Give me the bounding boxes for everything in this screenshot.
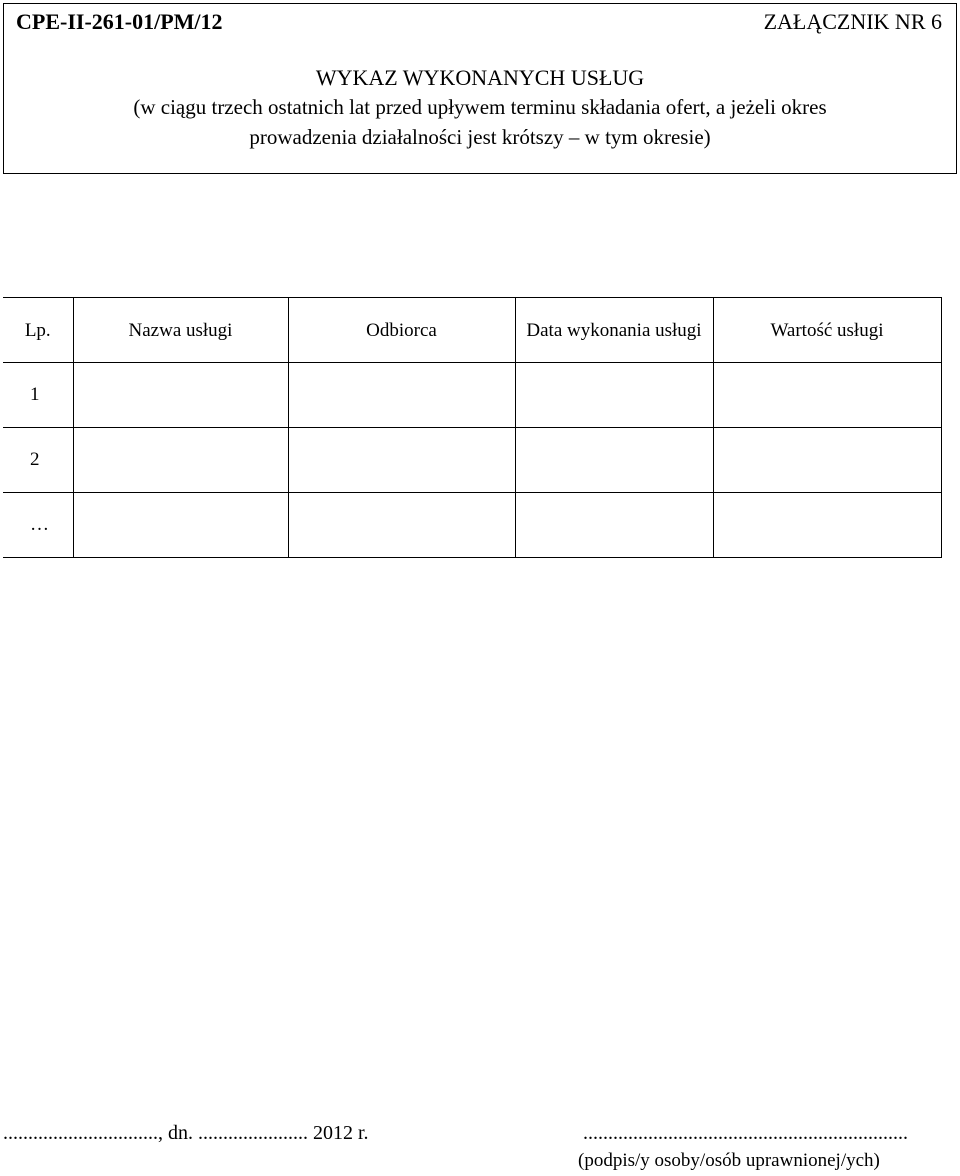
recipient-cell [288, 363, 515, 428]
place-date-line: ..............................., dn. ...................... 2012 r. [3, 1122, 369, 1144]
table-row [3, 363, 941, 428]
row-number: 2 [3, 428, 73, 493]
annex-label: ZAŁĄCZNIK NR 6 [763, 9, 942, 34]
table-row [3, 428, 941, 493]
signature-caption: (podpis/y osoby/osób uprawnionej/ych) [578, 1150, 880, 1171]
subtitle-line-2: prowadzenia działalności jest krótszy – w tym okresie) [249, 125, 711, 149]
recipient-cell [288, 493, 515, 558]
document-title: WYKAZ WYKONANYCH USŁUG [315, 65, 645, 90]
value-cell [713, 428, 941, 493]
service-name-cell [73, 428, 288, 493]
document-subtitle [4, 92, 956, 152]
value-cell [713, 493, 941, 558]
subtitle-line-1: (w ciągu trzech ostatnich lat przed upływem terminu składania ofert, a jeżeli okres [133, 95, 827, 119]
row-number: 1 [3, 363, 73, 428]
reference-number: CPE-II-261-01/PM/12 [16, 9, 223, 34]
date-cell [515, 493, 713, 558]
column-header-value: Wartość usługi [713, 298, 941, 363]
column-header-name: Nazwa usługi [73, 298, 288, 363]
date-cell [515, 428, 713, 493]
column-header-date: Data wykonania usługi [515, 298, 713, 363]
table-header-row [3, 298, 941, 363]
services-table [3, 297, 942, 558]
value-cell [713, 363, 941, 428]
table-row [3, 493, 941, 558]
column-header-recipient: Odbiorca [288, 298, 515, 363]
document-header-box [3, 3, 957, 174]
row-number: … [3, 493, 73, 558]
signature-line: ................................................................. [583, 1122, 908, 1144]
date-cell [515, 363, 713, 428]
column-header-lp: Lp. [3, 298, 73, 363]
service-name-cell [73, 493, 288, 558]
service-name-cell [73, 363, 288, 428]
recipient-cell [288, 428, 515, 493]
